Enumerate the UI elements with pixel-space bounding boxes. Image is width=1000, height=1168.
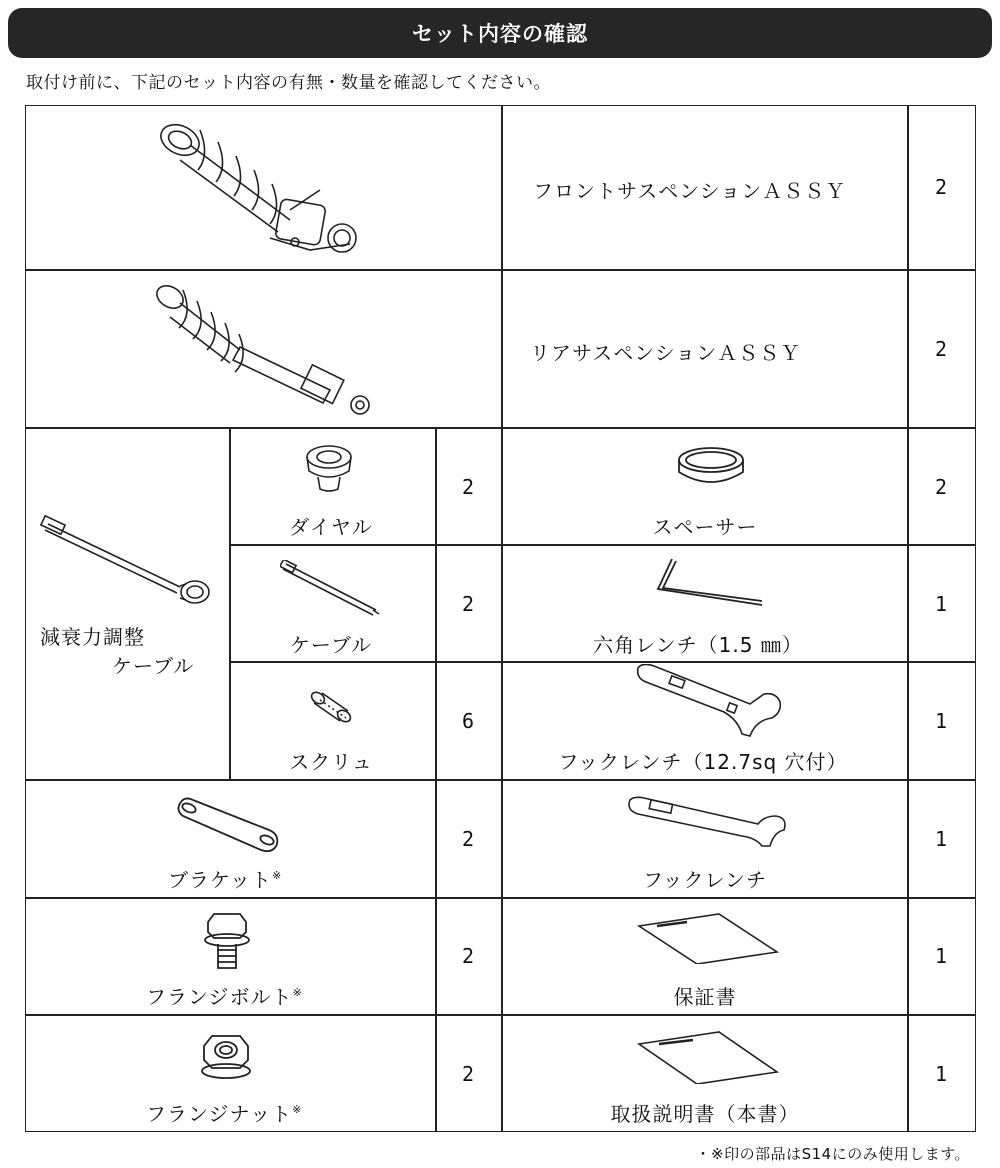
- hook-wrench-illustration: [624, 794, 790, 850]
- manual-illustration: [637, 1030, 779, 1084]
- rear-suspension-qty: 2: [934, 337, 948, 361]
- hook-wrench-sq-qty: 1: [934, 709, 948, 733]
- dial-name: ダイヤル: [289, 515, 373, 539]
- bracket-qty: 2: [461, 827, 475, 851]
- hook-wrench-name: フックレンチ: [642, 868, 768, 892]
- damping-group-label-line1: 減衰力調整: [40, 625, 145, 649]
- flange-bolt-mark: ※: [292, 986, 303, 999]
- spacer-name: スペーサー: [652, 515, 758, 539]
- damping-cable-illustration: [40, 512, 220, 612]
- front-suspension-qty: 2: [934, 175, 948, 199]
- dial-illustration: [302, 443, 356, 495]
- flange-nut-illustration: [200, 1034, 252, 1080]
- section-title-bar: [8, 8, 992, 58]
- intro-text: 取付け前に、下記のセット内容の有無・数量を確認してください。: [26, 73, 551, 93]
- bracket-illustration: [173, 796, 283, 856]
- bracket-name: ブラケット: [168, 868, 272, 892]
- hook-wrench-sq-illustration: [632, 664, 788, 742]
- warranty-name: 保証書: [673, 985, 737, 1009]
- hex-wrench-qty: 1: [934, 592, 948, 616]
- manual-qty: 1: [934, 1062, 948, 1086]
- screw-name: スクリュ: [289, 750, 373, 774]
- hex-wrench-illustration: [650, 555, 770, 611]
- cable-name: ケーブル: [289, 633, 373, 657]
- flange-bolt-name: フランジボルト: [146, 985, 293, 1009]
- rear-suspension-name: リアサスペンションＡＳＳＹ: [530, 341, 802, 365]
- section-title: セット内容の確認: [412, 22, 588, 46]
- cable-qty: 2: [461, 592, 475, 616]
- spacer-qty: 2: [934, 475, 948, 499]
- bracket-mark: ※: [272, 869, 283, 882]
- warranty-illustration: [637, 912, 779, 964]
- dial-qty: 2: [461, 475, 475, 499]
- flange-nut-mark: ※: [292, 1103, 303, 1116]
- flange-bolt-illustration: [202, 910, 252, 972]
- manual-name: 取扱説明書（本書）: [610, 1102, 800, 1126]
- flange-nut-name: フランジナット: [146, 1102, 293, 1126]
- screw-illustration: [308, 688, 354, 724]
- hook-wrench-sq-name: フックレンチ（12.7sq 穴付）: [558, 750, 848, 774]
- screw-qty: 6: [461, 709, 475, 733]
- rear-suspension-illustration: [145, 275, 385, 425]
- flange-bolt-name-wrap: [146, 981, 303, 1010]
- warranty-qty: 1: [934, 944, 948, 968]
- spacer-illustration: [676, 444, 746, 490]
- flange-nut-qty: 2: [461, 1062, 475, 1086]
- footnote: ・※印の部品はS14にのみ使用します。: [695, 1145, 970, 1163]
- front-suspension-illustration: [150, 110, 370, 265]
- bracket-name-wrap: [168, 864, 282, 893]
- flange-nut-name-wrap: [146, 1098, 302, 1127]
- damping-group-label-line2: ケーブル: [112, 654, 195, 678]
- cable-illustration: [280, 560, 384, 618]
- hex-wrench-name: 六角レンチ（1.5 ㎜）: [593, 633, 803, 657]
- hook-wrench-qty: 1: [934, 827, 948, 851]
- front-suspension-name: フロントサスペンションＡＳＳＹ: [533, 179, 847, 203]
- flange-bolt-qty: 2: [461, 944, 475, 968]
